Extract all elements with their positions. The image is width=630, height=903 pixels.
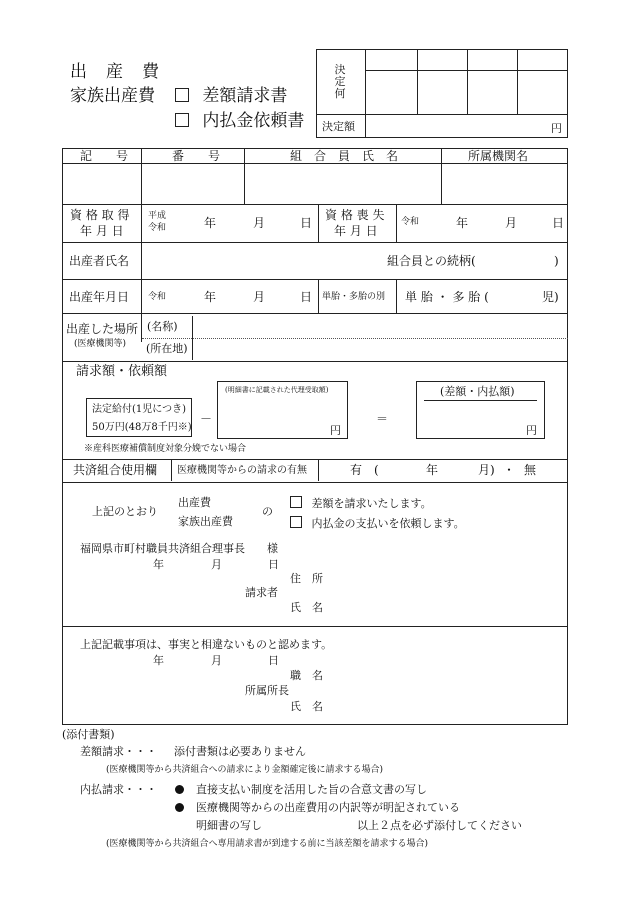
acq-label1: 資 格 取 得: [70, 208, 130, 222]
proxy-amount-label: (明細書に記載された代理受取額): [225, 386, 329, 394]
bullet-icon: [175, 785, 184, 794]
certification-day: 日: [268, 654, 279, 667]
bullet-icon: [175, 803, 184, 812]
attachments-diff-text: 添付書類は必要ありません: [174, 745, 306, 758]
declaration-month: 月: [211, 558, 222, 571]
claimant-name-field[interactable]: [330, 599, 560, 615]
union-use-month: 月): [478, 463, 495, 477]
decision-label: 決 定 何: [334, 63, 346, 100]
declaration-addressee: 福岡県市町村職員共済組合理事長 様: [80, 542, 278, 555]
declaration-item2: 家族出産費: [178, 515, 233, 528]
acq-label2: 年 月 日: [80, 224, 124, 238]
loss-year: 年: [456, 216, 469, 230]
bango-field[interactable]: [142, 164, 243, 203]
attachments-prepay-item1: 直接支払い制度を活用した旨の合意文書の写し: [196, 783, 427, 796]
union-use-dot: ・: [503, 463, 516, 477]
declaration-year: 年: [153, 558, 164, 571]
attachments-prepay-item2: 医療機関等からの出産費用の内訳等が明記されている: [196, 801, 460, 814]
certification-director-label: 所属所長: [245, 684, 289, 697]
certification-text: 上記記載事項は、事実と相違ないものと認めます。: [80, 638, 333, 651]
loss-era: 令和: [401, 217, 420, 227]
declaration-opt2[interactable]: [290, 516, 465, 529]
director-title-field[interactable]: [330, 667, 560, 683]
attachments-prepay-label: 内払請求・・・: [80, 783, 157, 796]
union-use-no[interactable]: 無: [524, 463, 537, 477]
place-address-label: (所在地): [146, 342, 188, 355]
attachments-diff-note: (医療機関等から共済組合への請求により金額確定後に請求する場合): [106, 765, 384, 775]
director-name-field[interactable]: [330, 698, 560, 714]
attachments-heading: (添付書類): [62, 728, 115, 741]
header-kigo: 記 号: [80, 149, 129, 163]
relation-label: 組合員との続柄(: [387, 254, 476, 268]
option-diff-claim-label: 差額請求書: [202, 86, 288, 106]
header-bango: 番 号: [172, 149, 221, 163]
option-diff-claim[interactable]: [175, 88, 287, 105]
loss-day: 日: [552, 216, 565, 230]
declaration-name-label: 氏 名: [290, 601, 323, 614]
title-line1: 出 産 費: [70, 62, 160, 82]
org-field[interactable]: [442, 164, 567, 203]
claim-note: ※産科医療補償制度対象分娩でない場合: [84, 444, 247, 454]
decision-yen: 円: [551, 122, 562, 135]
attachments-prepay-both: 以上２点を必ず添付してください: [357, 819, 522, 832]
attachments-diff-label: 差額請求・・・: [80, 745, 157, 758]
equals-sign: ＝: [376, 412, 389, 426]
certification-name-label: 氏 名: [290, 700, 323, 713]
header-member-name: 組 合 員 氏 名: [290, 149, 399, 163]
declaration-claimant-label: 請求者: [245, 586, 278, 599]
declaration-address-label: 住 所: [290, 572, 323, 585]
birth-day: 日: [300, 290, 313, 304]
place-sublabel: (医療機関等): [74, 339, 127, 349]
acq-day: 日: [300, 216, 313, 230]
diff-amount-label: (差額・内払額): [440, 385, 515, 398]
option-prepay-request[interactable]: [175, 113, 304, 130]
single-multi-label: 単胎・多胎の別: [322, 292, 386, 302]
place-label: 出産した場所: [66, 322, 139, 336]
birth-date-era: 令和: [148, 292, 167, 302]
union-use-yes[interactable]: 有 (: [350, 463, 379, 477]
birth-person-name-field[interactable]: [142, 243, 372, 278]
place-address-field[interactable]: [193, 339, 567, 360]
place-name-field[interactable]: [193, 316, 567, 337]
birth-person-label: 出産者氏名: [69, 254, 130, 268]
checkbox-icon: [290, 516, 302, 528]
option-prepay-request-label: 内払金依頼書: [202, 111, 305, 131]
member-name-field[interactable]: [245, 164, 440, 203]
declaration-day: 日: [268, 558, 279, 571]
header-org: 所属機関名: [468, 149, 529, 163]
place-name-label: (名称): [147, 320, 178, 333]
single-multi-value[interactable]: 単 胎 ・ 多 胎 (: [405, 290, 489, 304]
claim-heading: 請求額・依頼額: [76, 364, 168, 379]
acq-month: 月: [253, 216, 266, 230]
birth-date-label: 出産年月日: [69, 290, 130, 304]
acq-year: 年: [204, 216, 217, 230]
declaration-item1: 出産費: [178, 496, 211, 509]
claimant-address-field[interactable]: [330, 570, 560, 586]
diff-yen: 円: [526, 424, 537, 437]
loss-label1: 資 格 喪 失: [325, 208, 385, 222]
union-use-question: 医療機関等からの請求の有無: [177, 465, 307, 476]
union-use-year: 年: [426, 463, 439, 477]
birth-month: 月: [253, 290, 266, 304]
attachments-prepay-item2b: 明細書の写し: [196, 819, 262, 832]
birth-year: 年: [204, 290, 217, 304]
legal-benefit-line2: 50万円(48万8千円※): [92, 422, 192, 433]
decision-amount-label: 決定額: [322, 120, 355, 133]
declaration-opt1-label: 差額を請求いたします。: [311, 497, 432, 510]
certification-month: 月: [211, 654, 222, 667]
checkbox-icon: [175, 113, 189, 127]
children-count: 児): [542, 290, 559, 304]
kigo-field[interactable]: [63, 164, 140, 203]
checkbox-icon: [290, 496, 302, 508]
declaration-opt2-label: 内払金の支払いを依頼します。: [311, 517, 465, 530]
declaration-no: の: [262, 505, 273, 518]
certification-year: 年: [153, 654, 164, 667]
proxy-yen: 円: [330, 424, 341, 437]
relation-close: ): [554, 254, 559, 268]
certification-title-label: 職 名: [290, 669, 323, 682]
attachments-prepay-note: (医療機関等から共済組合へ専用請求書が到達する前に当該差額を請求する場合): [106, 839, 429, 849]
loss-month: 月: [505, 216, 518, 230]
minus-sign: －: [200, 412, 213, 426]
declaration-opt1[interactable]: [290, 496, 432, 509]
declaration-intro: 上記のとおり: [92, 505, 158, 518]
checkbox-icon: [175, 88, 189, 102]
union-use-label: 共済組合使用欄: [73, 463, 158, 477]
title-line2: 家族出産費: [70, 86, 155, 106]
loss-label2: 年 月 日: [334, 224, 378, 238]
acq-era2: 令和: [148, 223, 167, 233]
acq-era1: 平成: [148, 211, 167, 221]
legal-benefit-line1: 法定給付(1児につき): [92, 404, 186, 415]
